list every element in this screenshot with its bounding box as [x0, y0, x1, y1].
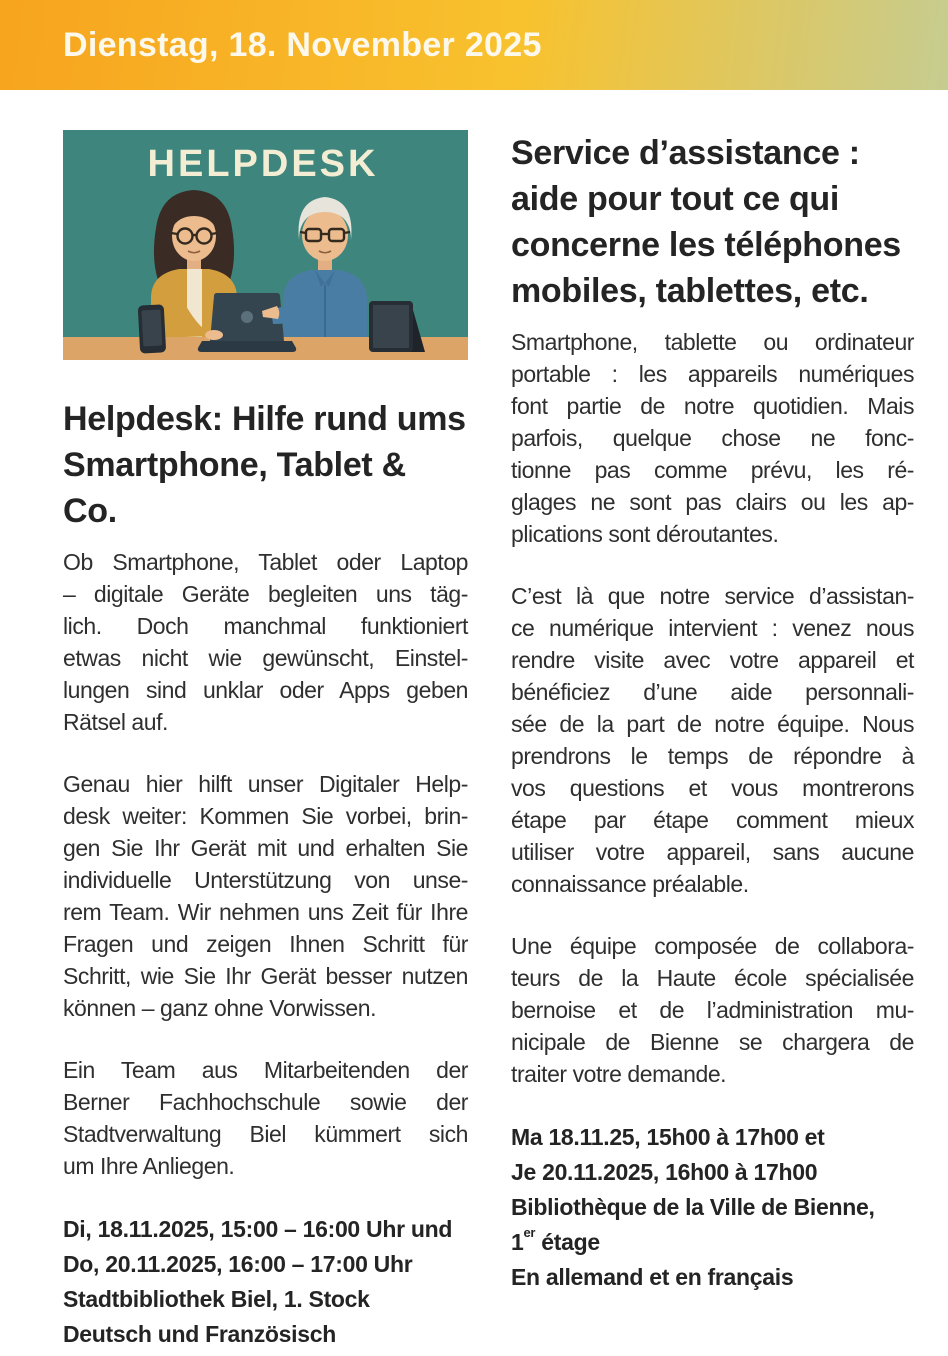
text-line: Smartphone, Tablet & Co. — [63, 446, 406, 530]
text-line: individuelle Unterstützung von unse- — [63, 867, 468, 893]
text-line: teurs de la Haute école spécialisée — [511, 965, 914, 991]
text-line: mobiles, tablettes, etc. — [511, 272, 869, 310]
floor-label: étage — [535, 1229, 600, 1255]
text-line: connaissance préalable. — [511, 871, 749, 897]
text-line: font partie de notre quotidien. Mais — [511, 393, 914, 419]
text-line: Service d’assistance : — [511, 134, 860, 172]
french-paragraph-1 — [511, 326, 914, 550]
text-line: C’est là que notre service d’assistan- — [511, 583, 914, 609]
french-event-info — [511, 1120, 914, 1295]
smartphone — [138, 304, 166, 353]
text-line: concerne les téléphones — [511, 226, 901, 264]
text-line: Genau hier hilft unser Digitaler Help- — [63, 771, 468, 797]
text-line: lungen sind unklar oder Apps geben — [63, 677, 468, 703]
text-line: aide pour tout ce qui — [511, 180, 840, 218]
german-paragraph-1 — [63, 546, 468, 738]
text-line: traiter votre demande. — [511, 1061, 727, 1087]
text-line: etwas nicht wie gewünscht, Einstel- — [63, 645, 468, 671]
text-line: – digitale Geräte begleiten uns täg- — [63, 581, 468, 607]
helpdesk-illustration — [63, 130, 468, 360]
text-line — [511, 1225, 914, 1260]
date-band — [0, 0, 948, 90]
text-line: Stadtverwaltung Biel kümmert sich — [63, 1121, 468, 1147]
text-line: glages ne sont pas clairs ou les ap- — [511, 489, 914, 515]
text-line: Bibliothèque de la Ville de Bienne, — [511, 1194, 875, 1220]
text-line: Helpdesk: Hilfe rund ums — [63, 400, 466, 438]
text-line: Stadtbibliothek Biel, 1. Stock — [63, 1286, 370, 1312]
floor-number: 1 — [511, 1229, 524, 1255]
text-line: parfois, quelque chose ne fonc- — [511, 425, 914, 451]
french-paragraph-2 — [511, 580, 914, 900]
text-line: Deutsch und Französisch — [63, 1321, 336, 1347]
text-line: utiliser votre appareil, sans aucune — [511, 839, 914, 865]
text-line: Une équipe composée de collabora- — [511, 933, 914, 959]
text-line: Je 20.11.2025, 16h00 à 17h00 — [511, 1159, 818, 1185]
text-line: Do, 20.11.2025, 16:00 – 17:00 Uhr — [63, 1251, 413, 1277]
text-line: um Ihre Anliegen. — [63, 1153, 235, 1179]
text-line: prendrons le temps de répondre à — [511, 743, 914, 769]
text-line: sée de la part de notre équipe. Nous — [511, 711, 914, 737]
text-line: Fragen und zeigen Ihnen Schritt für — [63, 931, 468, 957]
text-line: étape par étape comment mieux — [511, 807, 914, 833]
text-line: desk weiter: Kommen Sie vorbei, brin- — [63, 803, 468, 829]
german-heading — [63, 396, 468, 534]
date-heading: Dienstag, 18. November 2025 — [63, 25, 542, 64]
french-paragraph-3 — [511, 930, 914, 1090]
german-column — [63, 130, 468, 1352]
text-line: Ein Team aus Mitarbeitenden der — [63, 1057, 468, 1083]
text-line: nicipale de Bienne se chargera de — [511, 1029, 914, 1055]
german-event-info — [63, 1212, 468, 1352]
french-heading — [511, 130, 914, 314]
text-line: Schritt, wie Sie Ihr Gerät besser nutzen — [63, 963, 468, 989]
german-paragraph-3 — [63, 1054, 468, 1182]
german-paragraph-2 — [63, 768, 468, 1024]
text-line: gen Sie Ihr Gerät mit und erhalten Sie — [63, 835, 468, 861]
text-line: Ma 18.11.25, 15h00 à 17h00 et — [511, 1124, 825, 1150]
text-line: ce numérique intervient : venez nous — [511, 615, 914, 641]
text-line: bernoise et de l’administration mu- — [511, 997, 914, 1023]
text-line: Berner Fachhochschule sowie der — [63, 1089, 468, 1115]
ordinal-suffix: er — [523, 1225, 536, 1240]
text-line: lich. Doch manchmal funktioniert — [63, 613, 468, 639]
text-line: können – ganz ohne Vorwissen. — [63, 995, 377, 1021]
text-line: plications sont déroutantes. — [511, 521, 779, 547]
text-line: rendre visite avec votre appareil et — [511, 647, 914, 673]
illustration-title: HELPDESK — [147, 143, 379, 185]
french-column — [511, 130, 914, 1295]
text-line: tionne pas comme prévu, les ré- — [511, 457, 914, 483]
text-line: Rätsel auf. — [63, 709, 168, 735]
text-line: portable : les appareils numériques — [511, 361, 914, 387]
text-line: Ob Smartphone, Tablet oder Laptop — [63, 549, 468, 575]
text-line: Di, 18.11.2025, 15:00 – 16:00 Uhr und — [63, 1216, 453, 1242]
text-line: rem Team. Wir nehmen uns Zeit für Ihre — [63, 899, 468, 925]
helpdesk-illustration-svg — [63, 130, 468, 360]
text-line: Smartphone, tablette ou ordinateur — [511, 329, 914, 355]
text-line: vos questions et vous montrerons — [511, 775, 914, 801]
text-line: En allemand et en français — [511, 1264, 794, 1290]
text-line: bénéficiez d’une aide personnali- — [511, 679, 914, 705]
